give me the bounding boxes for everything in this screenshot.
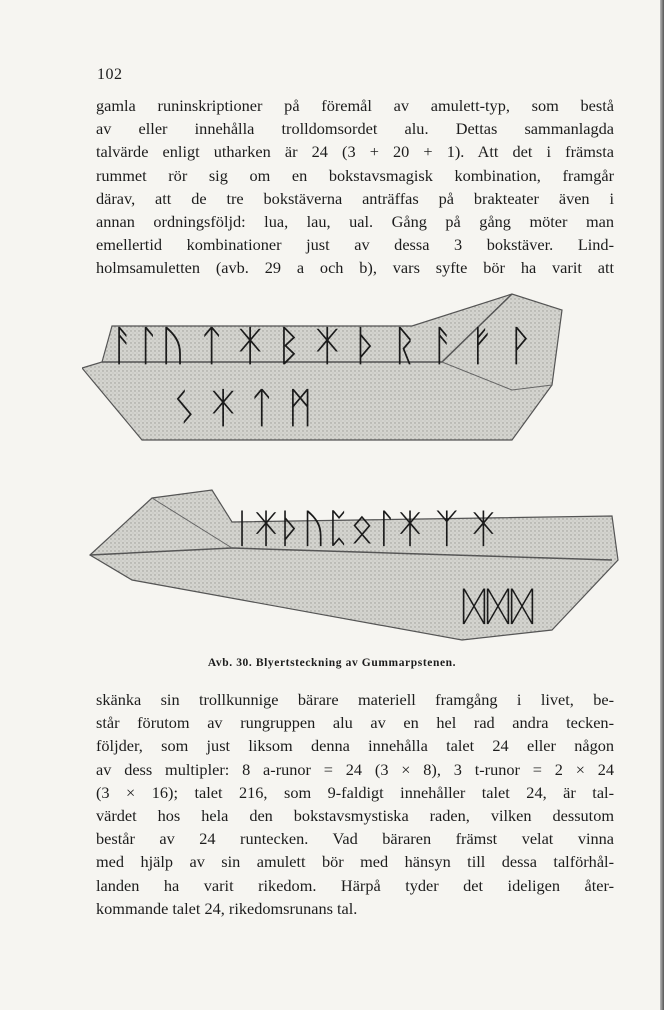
text-line: annan ordningsföljd: lua, lau, ual. Gång på gång möter man: [96, 212, 614, 232]
rune-stone-figure: [82, 290, 622, 650]
text-line: gamla runinskriptioner på föremål av amulett-typ, som bestå: [96, 96, 614, 115]
text-line: talvärde enligt utharken är 24 (3 + 20 + 1). Att det i främsta: [96, 142, 614, 162]
page-number: 102: [97, 66, 123, 83]
rune-row-1: ᚨᛚᚢ ᛏ ᛡ ᛒ ᛡ ᚦ ᚱ ᚨ ᚠ ᚹ: [110, 321, 533, 370]
text-line: skänka sin trollkunnige bärare materiell framgång i livet, be-: [96, 690, 614, 709]
text-line: landen ha varit rikedom. Härpå tyder det ideligen åter-: [96, 875, 614, 895]
rune-row-2: ᛊ ᛡ ᛏ ᛗ: [172, 383, 313, 432]
text-line: rummet rör sig om en bokstavsmagisk kombination, framgår: [96, 165, 614, 185]
text-line: står förutom av rungruppen alu av en hel rad andra tecken-: [96, 713, 614, 733]
text-line: (3 × 16); talet 216, som 9-faldigt innehåller talet 24, är tal-: [96, 782, 614, 802]
paragraph-top: [96, 94, 614, 280]
rune-row-3: ᛁᛡᚦᚢᛈᛟᛚᛡ ᛉ ᛡ: [230, 506, 496, 552]
text-line: med hjälp av sin amulett bör med hänsyn till dessa talförhål-: [96, 852, 614, 872]
paragraph-bottom: [96, 688, 614, 920]
stone-bottom: [90, 490, 618, 640]
text-line: holmsamuletten (avb. 29 a och b), vars syfte bör ha varit att: [96, 258, 614, 278]
rune-stone-drawing: [82, 290, 622, 650]
text-line: värdet hos hela den bokstavsmystiska raden, vilken dessutom: [96, 806, 614, 826]
rune-row-4: ᛞᛞᛞ: [462, 584, 534, 630]
text-line: emellertid kombinationer just av dessa 3 bokstäver. Lind-: [96, 235, 614, 255]
text-line: kommande talet 24, rikedomsrunans tal.: [96, 898, 358, 918]
text-line: därav, att de tre bokstäverna anträffas på brakteater även i: [96, 188, 614, 208]
figure-caption: Avb. 30. Blyertsteckning av Gummarpstenen.: [207, 657, 457, 669]
text-line: av dess multipler: 8 a-runor = 24 (3 × 8), 3 t-runor = 2 × 24: [96, 759, 614, 779]
page-edge: [660, 0, 664, 1010]
text-line: består av 24 runtecken. Vad bäraren främst velat vinna: [96, 829, 614, 849]
text-line: av eller innehålla trolldomsordet alu. Dettas sammanlagda: [96, 119, 614, 139]
text-line: följder, som just liksom denna innehålla talet 24 eller någon: [96, 736, 614, 756]
stone-top: [82, 294, 562, 440]
